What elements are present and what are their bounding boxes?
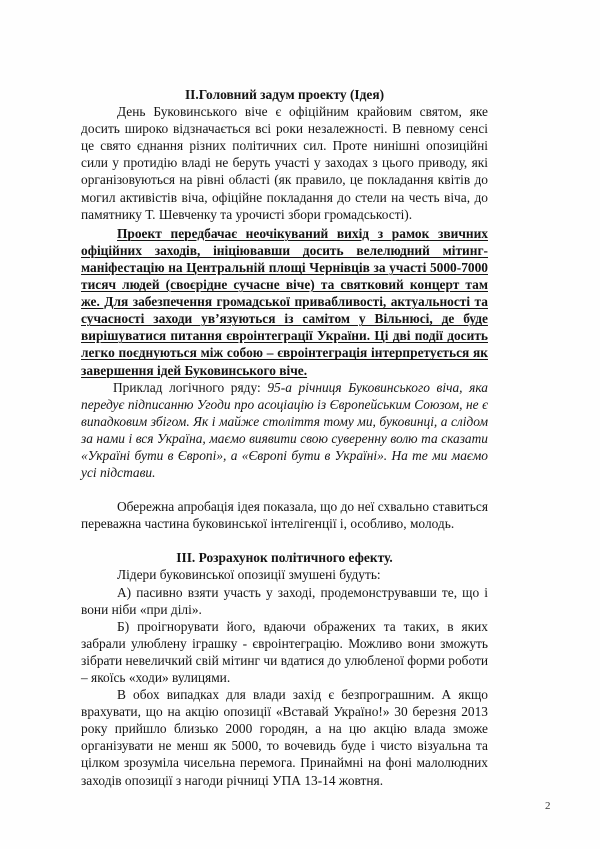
section-3-option-b: Б) проігнорувати його, вдаючи ображених та таких, в яких забрали улюблену іграшку - євроінтеграцію. Можливо вони зможуть зібрати невеличкий свій мітинг чи вдатися до улюбленої форми роботи – якоїсь «ходи» вулицями. — [81, 618, 488, 685]
section-3-heading: III. Розрахунок політичного ефекту. — [176, 550, 393, 566]
spacer — [81, 532, 488, 549]
section-3-paragraph-1: Лідери буковинської опозиції змушені будуть: — [117, 567, 381, 583]
spacer — [81, 481, 488, 498]
section-2-paragraph-2-emphasis: Проект передбачає неочікуваний вихід з рамок звичних офіційних заходів, ініціювавши досить велелюдний мітинг-маніфестацію на Центральній площі Чернівців за участі 5000-7000 тисяч людей (своєрідне сучасне віче) та святковий концерт там же. Для забезпечення громадської привабливості, актуальності та сучасності заходи ув’язуються із самітом у Вільнюсі, де буде вирішуватися питання євроінтеграції України. Ці дві події досить легко поєднуються між собою – євроінтеграція інтерпретується як завершення ідей Буковинського віче. — [81, 225, 488, 378]
section-2-paragraph-4: Обережна апробація ідея показала, що до неї схвально ставиться переважна частина буковинської інтелігенції і, особливо, молодь. — [81, 499, 488, 532]
section-3-option-a: А) пасивно взяти участь у заході, продемонструвавши те, що і вони ніби «при ділі». — [81, 584, 488, 617]
example-italic-text: 95-а річниця Буковинського віча, яка передує підписанню Угоди про асоціацію із Європейським Союзом, не є випадковим збігом. Як і майже століття тому ми, буковинці, а слідом за нами і вся Україна, маємо виявити свою суверенну волю та сказати «Україні бути в Європі», а «Європі бути в Україні». На те ми маємо усі підстави. — [81, 379, 488, 481]
section-3-paragraph-2: В обох випадках для влади захід є безпрограшним. А якщо врахувати, що на акцію опозиції «Вставай Україно!» 30 березня 2013 року прийшло близько 2000 городян, а на цю акцію влада зможе організувати не менш як 5000, то вочевидь буде і чисто візуальна та цілком зрозуміла чисельна перемога. Принаймні на фоні малолюдних заходів опозиції з нагоди річниці УПА 13-14 жовтня. — [81, 687, 488, 788]
document-body — [81, 86, 488, 789]
section-2-paragraph-3 — [81, 379, 488, 482]
section-2-heading: II.Головний задум проекту (Ідея) — [184, 87, 385, 102]
page-number: 2 — [545, 800, 551, 812]
example-lead-text: Приклад логічного ряду: — [113, 379, 268, 395]
section-2-paragraph-1: День Буковинського віче є офіційним крайовим святом, яке досить широко відзначається всі роки незалежності. В певному сенсі це свято єднання різних політичних сил. Проте нинішні опозиційні сили у протидію владі не беруть участі у заходах з цього приводу, які організовуються на рівні області (як правило, це покладання квітів до могил активістів віча, офіційне покладання до стели на честь віча, до памятнику Т. Шевченку та урочисті збори громадськості). — [81, 104, 488, 222]
